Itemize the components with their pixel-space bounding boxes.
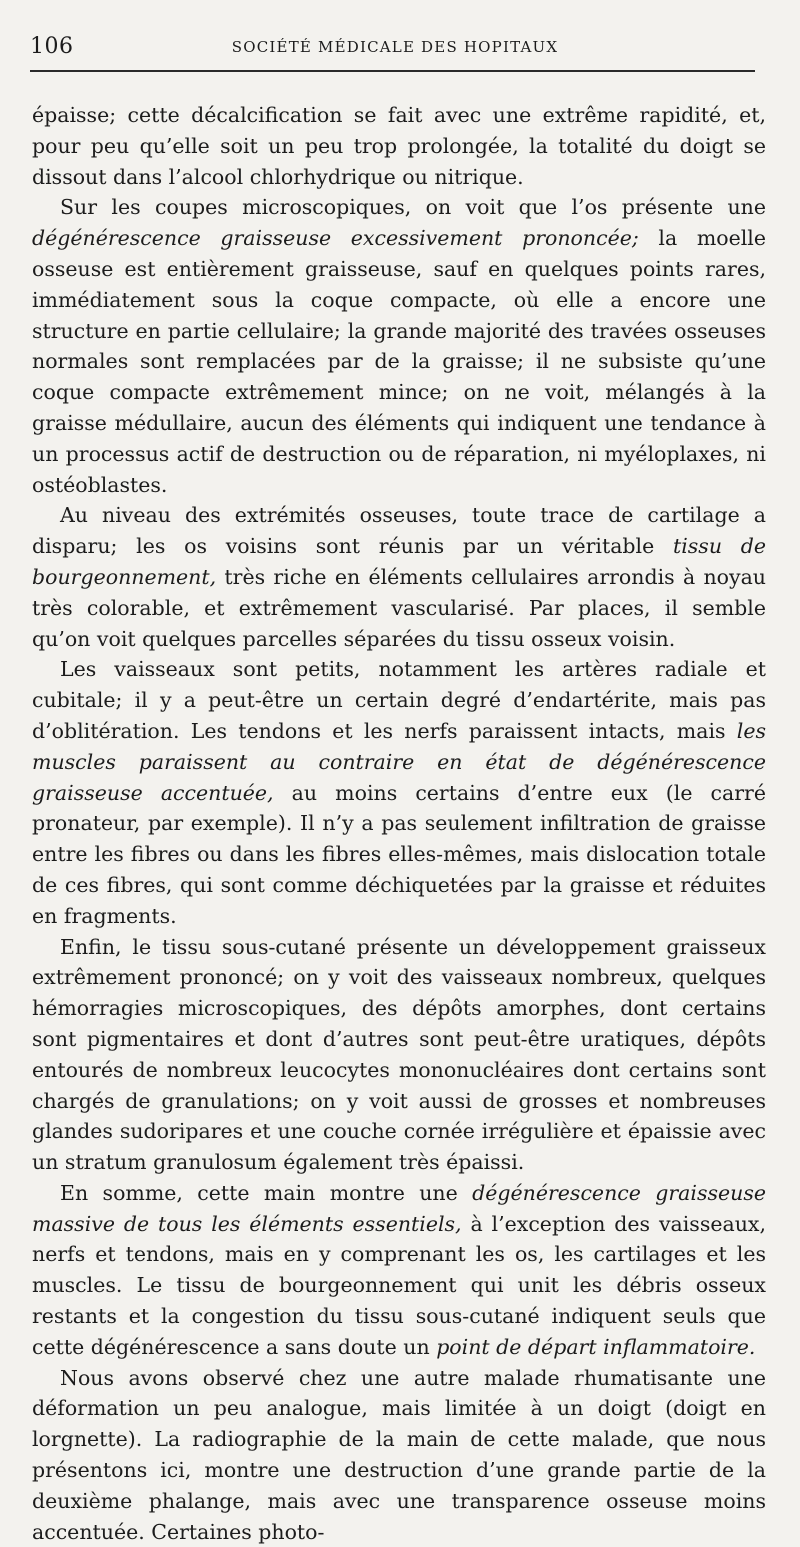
text-run: Au niveau des extrémités osseuses, toute trace de cartilage a disparu; les os voisins sont réunis par un véritable <box>32 503 766 559</box>
running-title: SOCIÉTÉ MÉDICALE DES HOPITAUX <box>231 38 559 56</box>
italic-text: dégénérescence graisseuse massive de tous les éléments essentiels, <box>32 1180 766 1236</box>
page-header <box>30 30 760 66</box>
header-rule <box>30 70 755 72</box>
paragraph-1 <box>32 100 766 192</box>
italic-text: tissu de bourgeonnement, <box>32 534 767 589</box>
paragraph-5 <box>32 932 766 1178</box>
text-run: la moelle osseuse est entièrement graisseuse, sauf en quelques points rares, immédiatement sous la coque compacte, où elle a encore une structure en partie cellulaire; la grande majorité des travées osseuses normales sont remplacées par de la graisse; il ne subsiste qu’une coque compacte extrêmement mince; on ne voit, mélangés à la graisse médullaire, aucun des éléments qui indiquent une tendance à un processus actif de destruction ou de réparation, ni myéloplaxes, ni ostéoblastes. <box>32 226 766 497</box>
text-run: épaisse; cette décalcification se fait avec une extrême rapidité, et, pour peu qu’elle soit un peu trop prolongée, la totalité du doigt se dissout dans l’alcool chlorhydrique ou nitrique. <box>32 103 766 189</box>
paragraph-2 <box>32 192 766 500</box>
paragraph-4 <box>32 654 766 931</box>
italic-text: point de départ inflammatoire. <box>436 1334 756 1359</box>
text-run: Enfin, le tissu sous-cutané présente un développement graisseux extrêmement prononcé; on y voit des vaisseaux nombreux, quelques hémorragies microscopiques, des dépôts amorphes, dont certains sont pigmentaires et dont d’autres sont peut-être uratiques, dépôts entourés de nombreux leucocytes mononucléaires dont certains sont chargés de granulations; on y voit aussi de grosses et nombreuses glandes sudoripares et une couche cornée irrégulière et épaissie avec un stratum granulosum également très épaissi. <box>32 934 766 1175</box>
text-run: à l’exception des vaisseaux, nerfs et tendons, mais en y comprenant les os, les cartilages et les muscles. Le tissu de bourgeonnement qui unit les débris osseux restants et la congestion du tissu sous-cutané indiquent seuls que cette dégénérescence a sans doute un <box>32 1211 766 1359</box>
paragraph-7 <box>32 1363 766 1547</box>
page-number: 106 <box>30 34 74 59</box>
text-run: En somme, cette main montre une <box>60 1180 473 1205</box>
italic-text: les muscles paraissent au contraire en état de dégénérescence graisseuse accentuée, <box>32 718 766 805</box>
text-run: Sur les coupes microscopiques, on voit que l’os présente une <box>60 195 766 220</box>
text-run: Nous avons observé chez une autre malade rhumatisante une déformation un peu analogue, mais limitée à un doigt (doigt en lorgnette). La radiographie de la main de cette malade, que nous présentons ici, montre une destruction d’une grande partie de la deuxième phalange, mais avec une transparence osseuse moins accentuée. Certaines photo- <box>32 1365 766 1544</box>
text-run: très riche en éléments cellulaires arrondis à noyau très colorable, et extrêmement vascularisé. Par places, il semble qu’on voit quelques parcelles séparées du tissu osseux voisin. <box>32 564 766 651</box>
paragraph-6 <box>32 1178 766 1363</box>
body-text <box>32 100 766 1547</box>
italic-text: dégénérescence graisseuse excessivement prononcée; <box>32 226 639 251</box>
paragraph-3 <box>32 500 766 654</box>
text-run: au moins certains d’entre eux (le carré pronateur, par exemple). Il n’y a pas seulement infiltration de graisse entre les fibres ou dans les fibres elles-mêmes, mais dislocation totale de ces fibres, qui sont comme déchiquetées par la graisse et réduites en fragments. <box>32 780 766 928</box>
text-run: Les vaisseaux sont petits, notamment les artères radiale et cubitale; il y a peut-être un certain degré d’endartérite, mais pas d’oblitération. Les tendons et les nerfs paraissent intacts, mais <box>32 657 766 743</box>
